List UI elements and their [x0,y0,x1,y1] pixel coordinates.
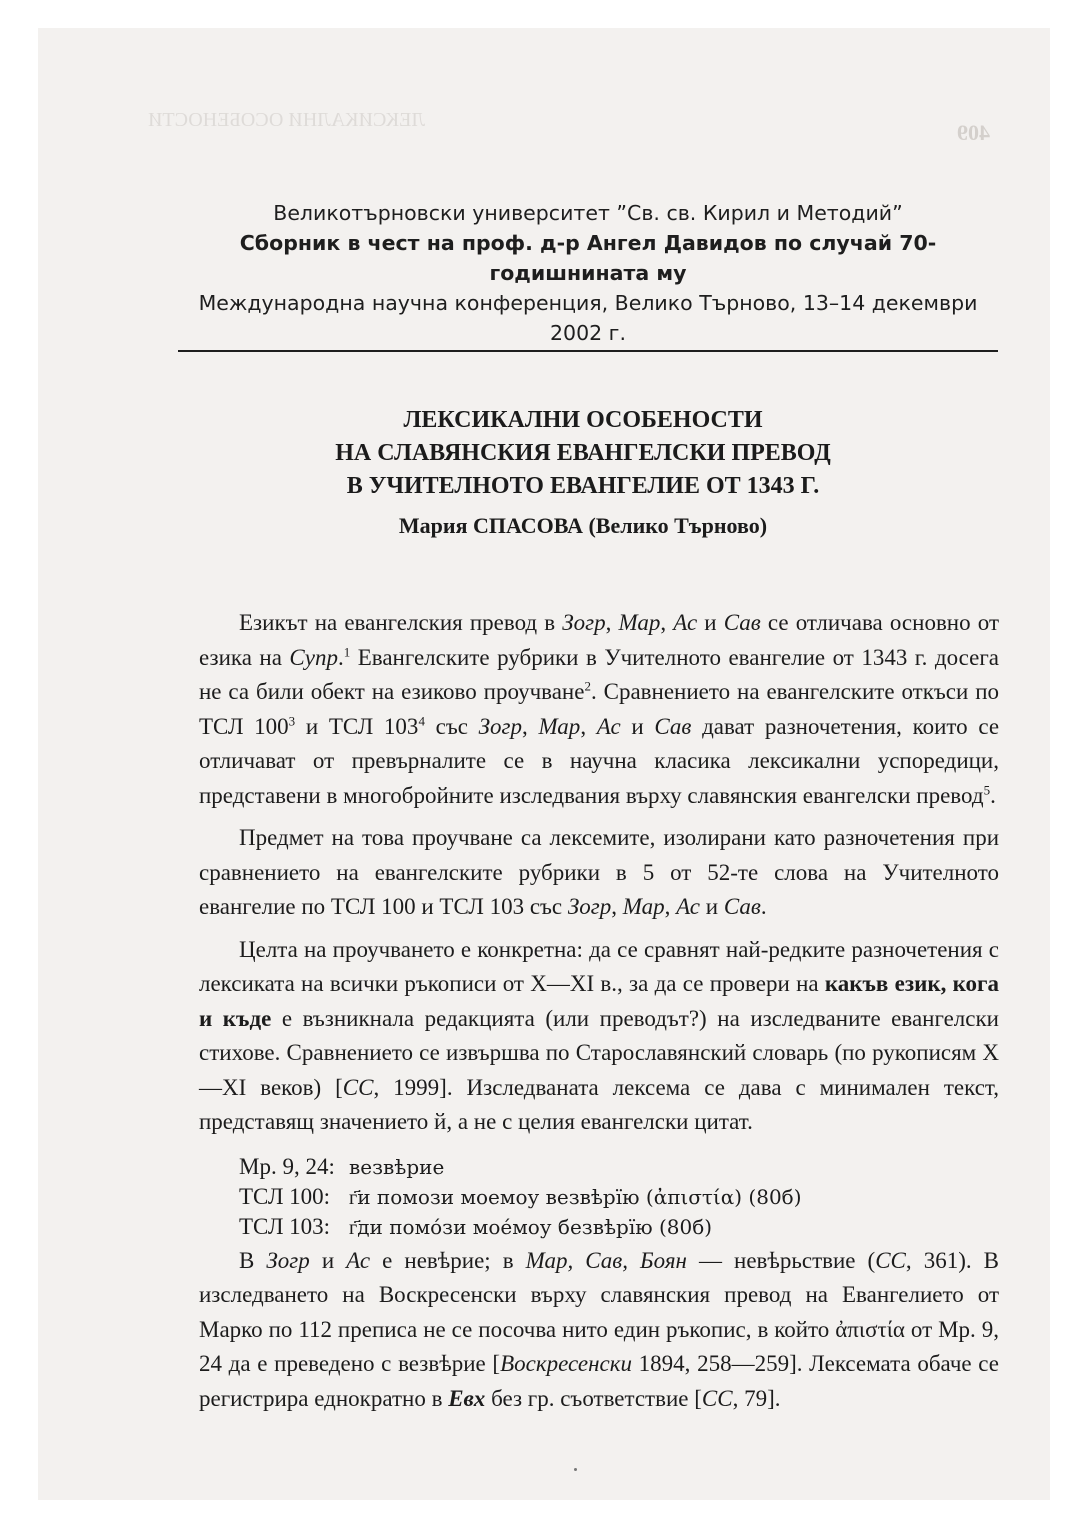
citation-label: ТСЛ 100: [239,1183,331,1209]
citation-text: г҃ди помо́зи мое́моу безвѣрїю (80б) [349,1214,713,1239]
citation-block [239,1152,999,1242]
citation-text: г҃и помози моемоу везвѣрїю (ἀπιστία) (80б) [349,1184,802,1209]
citation-row [239,1212,999,1242]
paragraph-3: Целта на проучването е конкретна: да се сравнят най-редките разночетения с лексиката на всички ръкописи от X—XI в., за да се провери на какъв език, кога и къде е възникнала редакцията (или преводът?) на изследваните евангелски стихове. Сравнението се извършва по Старославянский словарь (по рукописям X—XI веков) [СС, 1999]. Изследваната лексема се дава с минимален текст, представящ значението й, а не с целия евангелски цитат. [199,936,999,1134]
author: Мария СПАСОВА (Велико Търново) [398,513,768,538]
header-collection: Сборник в чест на проф. д-р Ангел Давидов по случай 70-годишнината му [239,231,937,285]
citation-label: ТСЛ 103: [239,1213,331,1239]
bleed-through-page-number: 409 [957,120,990,145]
citation-label: Мр. 9, 24: [239,1153,335,1179]
footnote-ref[interactable]: 5 [983,781,991,797]
paragraph-2: Предмет на това проучване са лексемите, изолирани като разночетения при сравнението на евангелските рубрики в 5 от 52-те слова на Учителното евангелие по ТСЛ 100 и ТСЛ 103 със Зогр, Мар, Ас и Сав. [199,825,999,919]
header-conference: Международна научна конференция, Велико Търново, 13–14 декември 2002 г. [178,288,998,352]
citation-row [239,1152,999,1182]
article-title [188,404,978,542]
footnote-ref[interactable]: 3 [288,712,296,728]
header-university: Великотърновски университет ”Св. св. Кирил и Методий” [273,201,903,225]
article-body [199,606,999,1424]
citation-text: везвѣрие [349,1154,445,1179]
bleed-through: ЛЕКСИКАЛНИ ОСОБЕНОСТИ [148,109,425,131]
citation-row [239,1182,999,1212]
footnote-ref[interactable]: 1 [343,643,351,659]
paper-speck [574,1468,577,1471]
title-line-2: НА СЛАВЯНСКИЯ ЕВАНГЕЛСКИ ПРЕВОД [335,440,831,466]
paragraph-1: Езикът на евангелския превод в Зогр, Мар, Ас и Сав се отличава основно от езика на Супр.$^1$ Евангелските рубрики в Учителното евангелие от 1343 г. досега не са били обект на езиково проучване$^2$. Сравнението на евангелските откъси по ТСЛ $100^3$ и ТСЛ $103^4$ със Зогр, Мар, Ас и Сав дават разночетения, които се отличават от превърналите се в научна класика лексикални успоредици, представени в многобройните изследвания върху славянския евангелски превод$^5$. [199,610,1000,808]
footnote-ref[interactable]: 2 [584,678,591,694]
title-line-3: В УЧИТЕЛНОТО ЕВАНГЕЛИЕ ОТ 1343 Г. [346,473,820,499]
page [38,28,1050,1500]
paragraph-4: В Зогр и Ас е невѣрие; в Мар, Сав, Боян — невѣрьствие (СС, 361). В изследването на Воскресенски върху славянския превод на Евангелието от Марко по 112 преписа не се посочва нито един ръкопис, в който ἀπιστία от Мр. 9, 24 да е преведено с везвѣрие [Воскресенски 1894, 258—259]. Лексемата обаче се регистрира еднократно в Евх без гр. съответствие [СС, 79]. [199,1247,1000,1411]
footnote-ref[interactable]: 4 [418,712,425,728]
title-line-1: ЛЕКСИКАЛНИ ОСОБЕНОСТИ [403,407,763,433]
conference-header [178,198,998,352]
